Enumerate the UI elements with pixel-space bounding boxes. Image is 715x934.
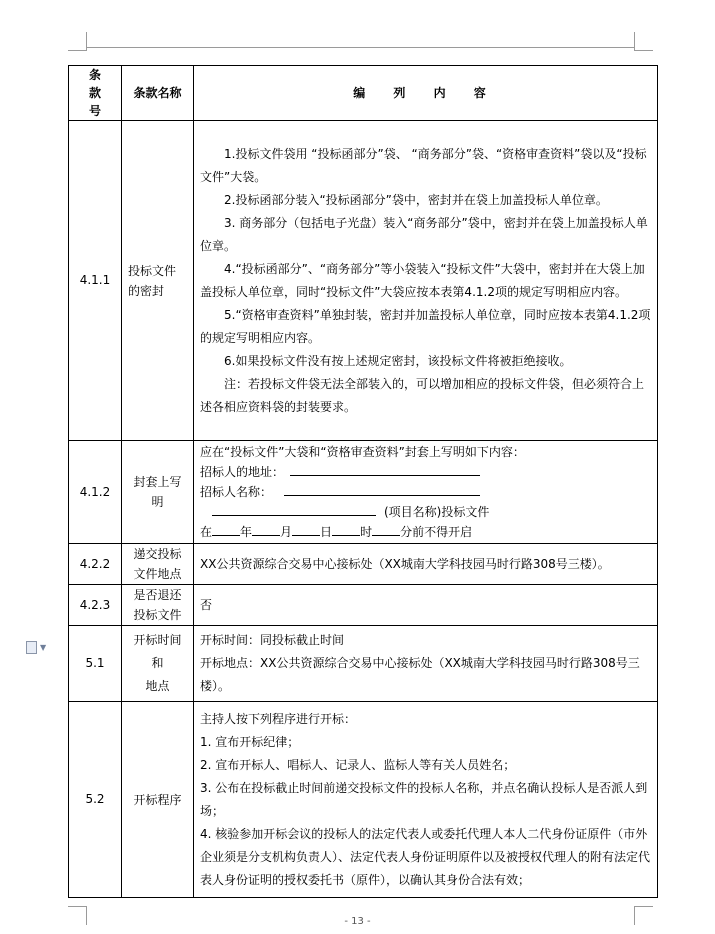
blank-underline [332,522,360,536]
clause-number: 4.1.2 [69,441,122,544]
opening-location: 开标地点：XX公共资源综合交易中心接标处（XX城南大学科技园马时行路308号三楼）。 [200,656,640,693]
procedure-step: 2. 宣布开标人、唱标人、记录人、监标人等有关人员姓名； [200,757,516,772]
blank-underline [290,462,480,476]
table-row [69,585,658,626]
document-icon [26,641,37,654]
header-clause-number: 条 款 号 [69,66,122,121]
envelope-instruction: 应在“投标文件”大袋和“资格审查资料”封套上写明如下内容： [200,445,525,459]
clause-content [194,121,658,441]
clause-name: 开标程序 [122,702,194,898]
crop-mark-top-right [634,32,653,51]
blank-underline [292,522,320,536]
tenderee-name-line: 招标人名称： [200,482,651,502]
paragraph: 3. 商务部分（包括电子光盘）装入“商务部分”袋中，密封并在袋上加盖投标人单位章。 [200,215,648,253]
clause-number: 5.1 [69,626,122,702]
blank-underline [212,502,376,516]
clause-name: 递交投标文件地点 [122,544,194,585]
paragraph: 6.如果投标文件没有按上述规定密封，该投标文件将被拒绝接收。 [224,353,572,368]
tenderee-address-line: 招标人的地址： [200,462,651,482]
opening-deadline-line: 在 年 月 日 时 分前不得开启 [200,522,651,542]
paragraph: 1.投标文件袋用 “投标函部分”袋、 “商务部分”袋、“资格审查资料”袋以及“投标文件”大袋。 [200,146,647,184]
clause-name: 开标时间 和 地点 [122,626,194,702]
header-content: 编 列 内 容 [194,66,658,121]
table-row [69,121,658,441]
table-row [69,544,658,585]
procedure-step: 3. 公布在投标截止时间前递交投标文件的投标人名称，并点名确认投标人是否派人到场； [200,780,648,818]
paragraph: 2.投标函部分装入“投标函部分”袋中，密封并在袋上加盖投标人单位章。 [224,192,608,207]
header-clause-name: 条款名称 [122,66,194,121]
blank-underline [252,522,280,536]
paragraph: 4.“投标函部分”、“商务部分”等小袋装入“投标文件”大袋中，密封并在大袋上加盖投标人单位章，同时“投标文件”大袋应按本表第4.1.2项的规定写明相应内容。 [200,261,645,299]
procedure-step: 4. 核验参加开标会议的投标人的法定代表人或委托代理人本人二代身份证原件（市外企业须是分支机构负责人）、法定代表人身份证明原件以及被授权代理人的附有法定代表人身份证明的授权委托书（原件），以确认其身份合法有效； [200,826,651,887]
table-row [69,702,658,898]
clause-number: 4.2.3 [69,585,122,626]
page-number: - 13 - [344,916,371,927]
paragraph: 5.“资格审查资料”单独封装，密封并加盖投标人单位章，同时应按本表第4.1.2项的规定写明相应内容。 [200,307,651,345]
blank-underline [372,522,400,536]
tender-clause-table [68,65,658,898]
crop-mark-top-left [68,32,87,51]
blank-underline [284,482,480,496]
clause-content: 否 [194,585,658,626]
page-top-rule [87,47,634,48]
clause-content [194,626,658,702]
blank-underline [212,522,240,536]
table-row [69,626,658,702]
clause-name: 是否退还投标文件 [122,585,194,626]
paragraph: 注：若投标文件袋无法全部装入的，可以增加相应的投标文件袋，但必须符合上述各相应资料袋的封装要求。 [200,376,645,414]
clause-content: XX公共资源综合交易中心接标处（XX城南大学科技园马时行路308号三楼）。 [194,544,658,585]
clause-number: 5.2 [69,702,122,898]
procedure-step: 1. 宣布开标纪律； [200,734,300,749]
project-name-line: (项目名称)投标文件 [200,502,651,522]
clause-content [194,702,658,898]
clause-name: 封套上写明 [122,441,194,544]
procedure-intro: 主持人按下列程序进行开标： [200,711,357,726]
clause-number: 4.1.1 [69,121,122,441]
dropdown-arrow-icon: ▼ [40,642,47,652]
clause-content [194,441,658,544]
table-header-row [69,66,658,121]
paste-options-button[interactable] [26,640,46,654]
table-row [69,441,658,544]
opening-time: 开标时间：同投标截止时间 [200,633,345,647]
clause-number: 4.2.2 [69,544,122,585]
clause-name: 投标文件的密封 [122,121,194,441]
